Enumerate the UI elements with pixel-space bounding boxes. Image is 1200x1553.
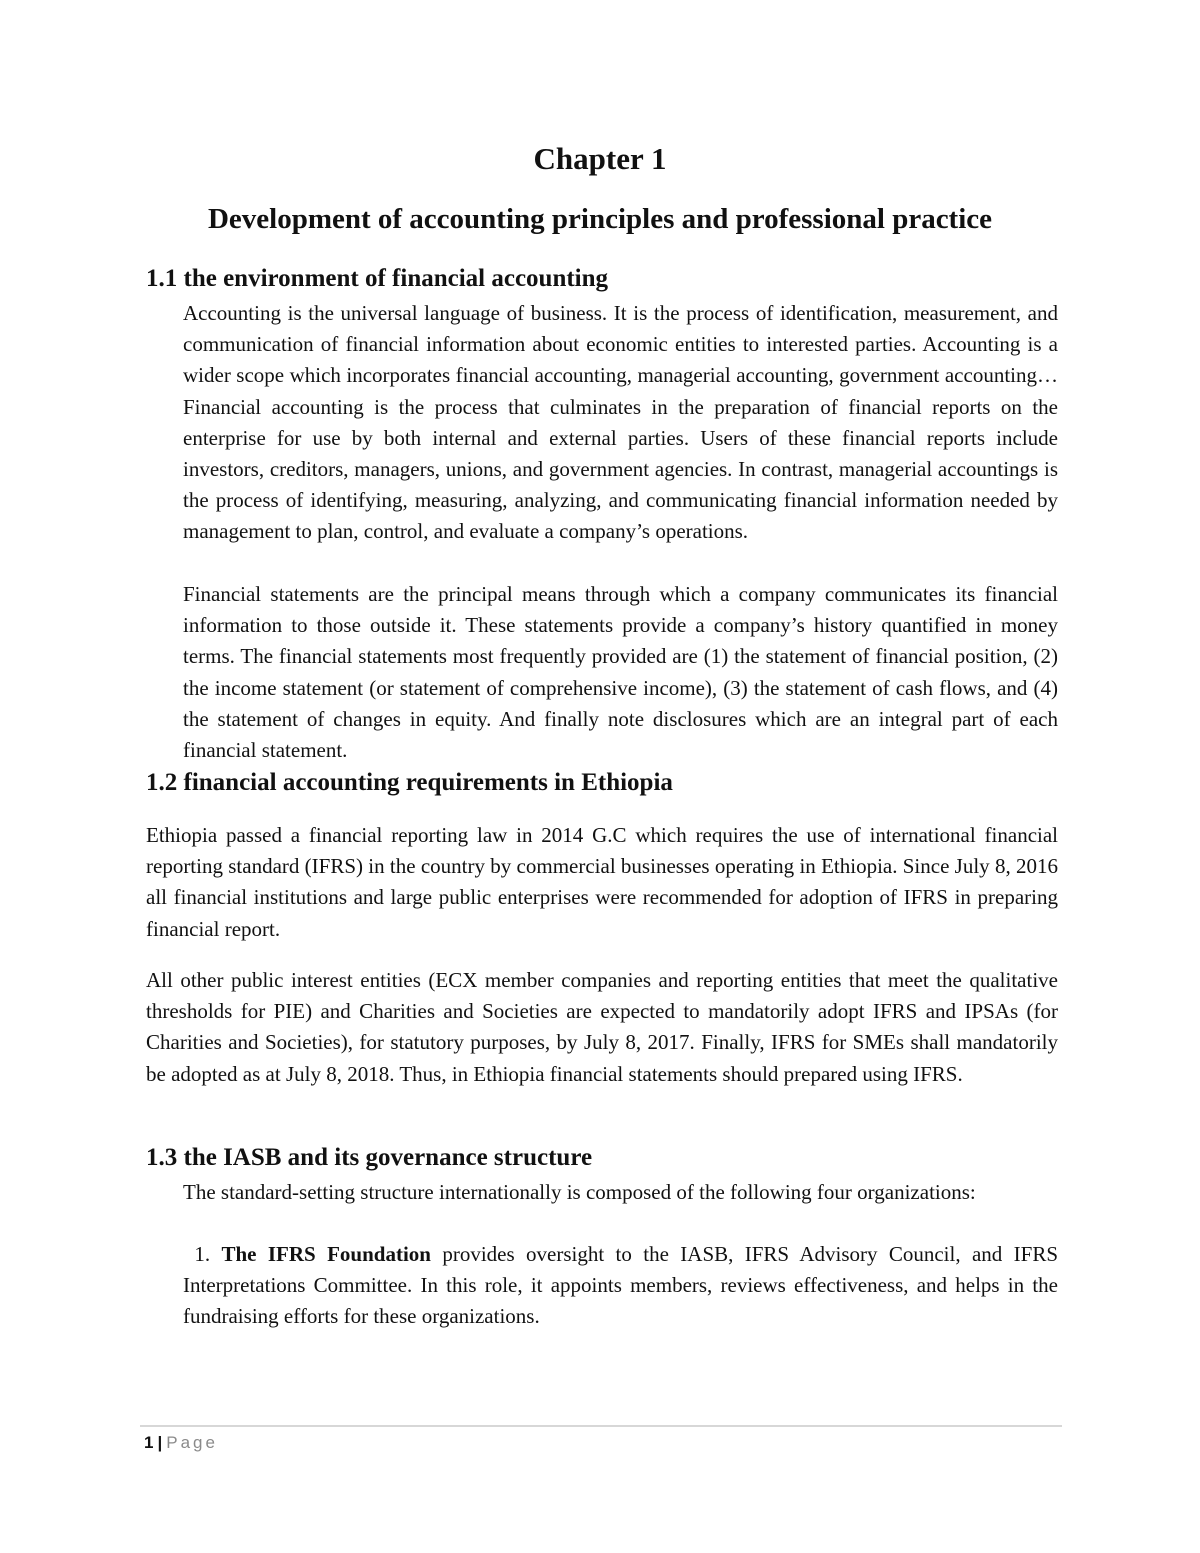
page-label: Page [166,1433,218,1452]
list-item-ifrs-foundation [183,1239,1058,1333]
footer-separator: | [157,1433,163,1452]
section-1-3-paragraph-1: The standard-setting structure internationally is composed of the following four organizations: [183,1180,976,1204]
page-footer [144,1433,218,1453]
section-1-2-paragraph-1: Ethiopia passed a financial reporting law in 2014 G.C which requires the use of international financial reporting standard (IFRS) in the country by commercial businesses operating in Ethiopia. Since July 8, 2016 all financial institutions and large public enterprises were recommended for adoption of IFRS in preparing financial report. [146,823,1058,941]
page-number: 1 [144,1433,154,1452]
section-1-1-paragraph-1: Accounting is the universal language of business. It is the process of identification, measurement, and communication of financial information about economic entities to interested parties. Accounting is a wider scope which incorporates financial accounting, managerial accounting, government accounting… Financial accounting is the process that culminates in the preparation of financial reports on the enterprise for use by both internal and external parties. Users of these financial reports include investors, creditors, managers, unions, and government agencies. In contrast, managerial accountings is the process of identifying, measuring, analyzing, and communicating financial information needed by management to plan, control, and evaluate a company’s operations. [183,301,1058,544]
list-item-term: The IFRS Foundation [221,1242,431,1266]
chapter-title: Chapter 1 [533,141,667,176]
section-1-2-paragraph-2: All other public interest entities (ECX member companies and reporting entities that meet the qualitative thresholds for PIE) and Charities and Societies are expected to mandatorily adopt IFRS and IPSAs (for Charities and Societies), for statutory purposes, by July 8, 2017. Finally, IFRS for SMEs shall mandatorily be adopted as at July 8, 2018. Thus, in Ethiopia financial statements should prepared using IFRS. [146,968,1058,1086]
document-title: Development of accounting principles and professional practice [207,203,993,235]
section-heading-1-2: 1.2 financial accounting requirements in Ethiopia [146,769,673,796]
section-1-1-paragraph-2: Financial statements are the principal means through which a company communicates its financial information to those outside it. These statements provide a company’s history quantified in money terms. The financial statements most frequently provided are (1) the statement of financial position, (2) the income statement (or statement of comprehensive income), (3) the statement of cash flows, and (4) the statement of changes in equity. And finally note disclosures which are an integral part of each financial statement. [183,582,1058,763]
section-heading-1-3: 1.3 the IASB and its governance structure [146,1144,593,1171]
list-item-number: 1. [194,1242,211,1266]
list-item-text: provides oversight to the IASB, IFRS Advisory Council, and IFRS Interpretations Committee. In this role, it appoints members, reviews effectiveness, and helps in the fundraising efforts for these organizations. [183,1242,1059,1329]
section-heading-1-1: 1.1 the environment of financial accounting [146,265,609,292]
footer-divider [140,1425,1062,1427]
